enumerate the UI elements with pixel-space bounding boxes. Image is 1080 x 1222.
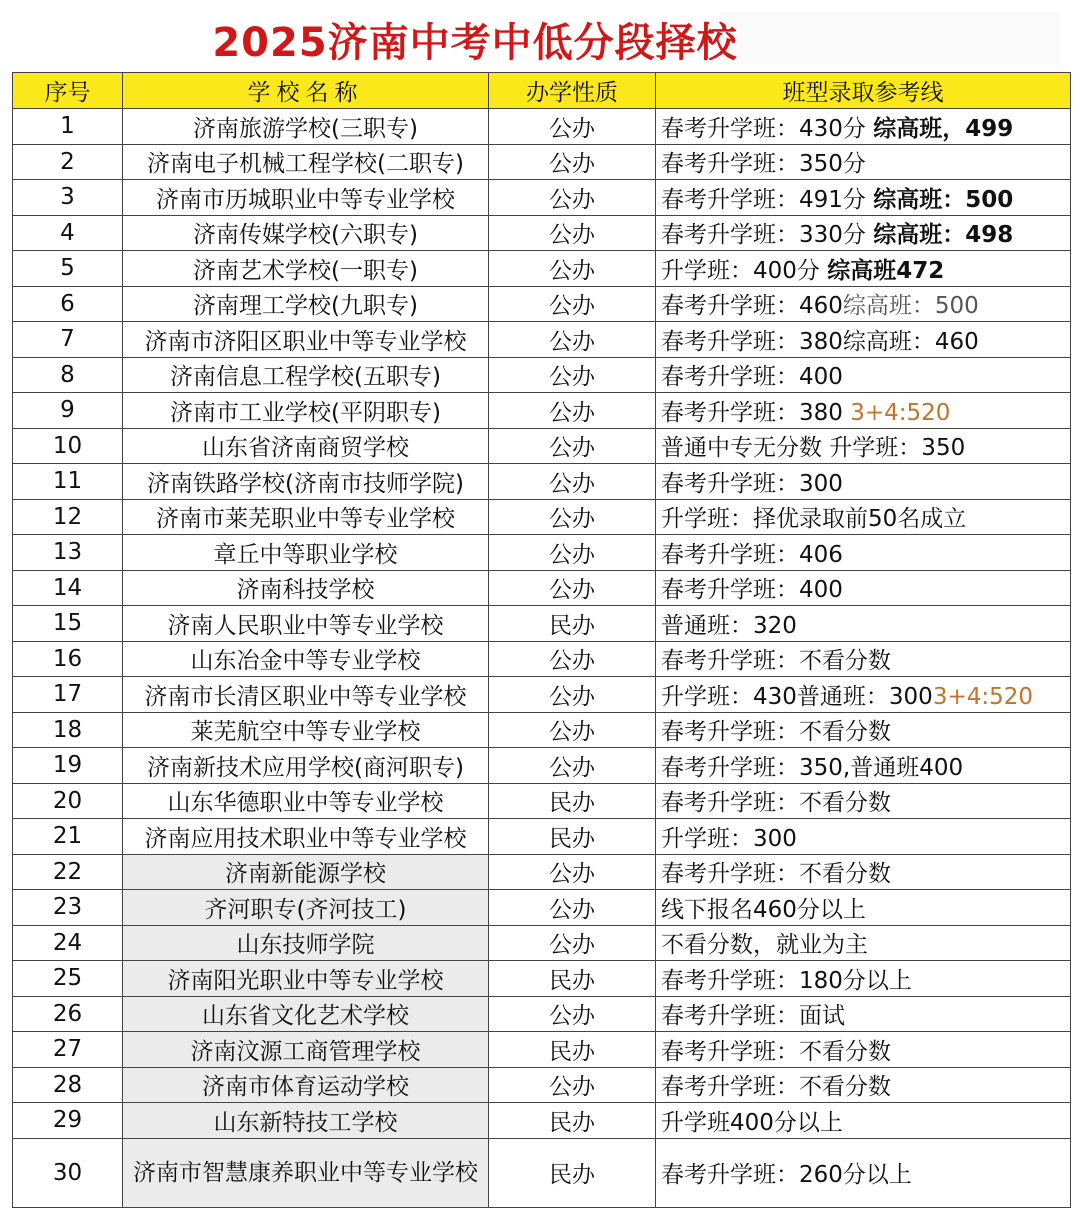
admission-line-text: 春考升学班：350分 bbox=[661, 151, 866, 178]
admission-line-text: 春考升学班：不看分数 bbox=[661, 1074, 891, 1101]
admission-line-extra: 综高班，499 bbox=[873, 115, 1014, 142]
school-name-text: 济南汶源工商管理学校 bbox=[190, 1038, 421, 1065]
table-row bbox=[13, 357, 1071, 393]
row-number bbox=[13, 464, 123, 500]
row-number-text: 3 bbox=[60, 184, 75, 211]
header-school: 学校名称 bbox=[123, 73, 489, 109]
table-row bbox=[13, 428, 1071, 464]
row-number-text: 12 bbox=[52, 503, 83, 530]
school-name bbox=[123, 783, 489, 819]
school-type-text: 公办 bbox=[549, 1074, 595, 1101]
table-row bbox=[13, 925, 1071, 961]
row-number-text: 24 bbox=[52, 929, 83, 956]
row-number bbox=[13, 286, 123, 322]
school-type bbox=[489, 215, 656, 251]
school-type-text: 公办 bbox=[549, 151, 595, 178]
school-type bbox=[489, 996, 656, 1032]
table-row bbox=[13, 819, 1071, 855]
admission-line-extra: 综高班：500 bbox=[873, 186, 1014, 213]
row-number bbox=[13, 109, 123, 145]
admission-line-text: 升学班：300 bbox=[661, 825, 797, 852]
admission-line bbox=[656, 215, 1071, 251]
row-number-text: 20 bbox=[52, 787, 83, 814]
school-type bbox=[489, 428, 656, 464]
school-name bbox=[123, 1067, 489, 1103]
school-name bbox=[123, 215, 489, 251]
school-name-text: 济南市历城职业中等专业学校 bbox=[156, 186, 455, 213]
school-name-text: 济南应用技术职业中等专业学校 bbox=[144, 825, 467, 852]
admission-line-text: 春考升学班：330分 bbox=[661, 222, 874, 249]
row-number-text: 28 bbox=[52, 1071, 83, 1098]
school-name-text: 山东技师学院 bbox=[236, 932, 375, 959]
admission-line bbox=[656, 1138, 1071, 1207]
admission-line-extra: 综高班472 bbox=[827, 257, 945, 284]
header-line: 班型录取参考线 bbox=[656, 73, 1071, 109]
admission-line-text: 升学班400分以上 bbox=[661, 1109, 843, 1136]
school-type-text: 公办 bbox=[549, 257, 595, 284]
school-name-text: 济南新技术应用学校(商河职专) bbox=[147, 754, 464, 781]
school-type bbox=[489, 1103, 656, 1139]
row-number-text: 19 bbox=[52, 752, 83, 779]
admission-line-text: 普通班：320 bbox=[661, 612, 797, 639]
header-no: 序号 bbox=[13, 73, 123, 109]
admission-line bbox=[656, 925, 1071, 961]
school-name-text: 济南传媒学校(六职专) bbox=[193, 222, 418, 249]
school-name bbox=[123, 961, 489, 997]
row-number-text: 13 bbox=[52, 539, 83, 566]
admission-line bbox=[656, 712, 1071, 748]
admission-line bbox=[656, 854, 1071, 890]
school-name bbox=[123, 251, 489, 287]
school-name-text: 济南科技学校 bbox=[236, 577, 375, 604]
admission-line-text: 春考升学班：400 bbox=[661, 577, 843, 604]
table-row bbox=[13, 890, 1071, 926]
school-name bbox=[123, 286, 489, 322]
row-number bbox=[13, 1138, 123, 1207]
admission-line bbox=[656, 748, 1071, 784]
admission-line-text: 春考升学班：不看分数 bbox=[661, 861, 891, 888]
table-row bbox=[13, 251, 1071, 287]
admission-line-extra: 综高班：498 bbox=[873, 222, 1014, 249]
table-row bbox=[13, 712, 1071, 748]
school-type-text: 公办 bbox=[549, 328, 595, 355]
school-type bbox=[489, 499, 656, 535]
admission-line-text: 春考升学班：180分以上 bbox=[661, 967, 912, 994]
table-row bbox=[13, 393, 1071, 429]
admission-line-text: 春考升学班：400 bbox=[661, 364, 843, 391]
row-number-text: 5 bbox=[60, 255, 75, 282]
admission-line-text: 春考升学班：不看分数 bbox=[661, 648, 891, 675]
admission-line bbox=[656, 322, 1071, 358]
table-row bbox=[13, 1032, 1071, 1068]
header-row bbox=[13, 73, 1071, 109]
school-type-text: 民办 bbox=[549, 1162, 595, 1188]
admission-line bbox=[656, 783, 1071, 819]
header-type: 办学性质 bbox=[489, 73, 656, 109]
row-number-text: 21 bbox=[52, 823, 83, 850]
admission-line-text: 春考升学班：460 bbox=[661, 293, 843, 320]
row-number bbox=[13, 535, 123, 571]
admission-line bbox=[656, 890, 1071, 926]
admission-line bbox=[656, 1032, 1071, 1068]
school-name bbox=[123, 1103, 489, 1139]
school-type bbox=[489, 890, 656, 926]
school-name-text: 济南市智慧康养职业中等专业学校 bbox=[133, 1159, 478, 1186]
school-name-text: 济南人民职业中等专业学校 bbox=[167, 612, 444, 639]
school-type bbox=[489, 393, 656, 429]
admission-line bbox=[656, 641, 1071, 677]
school-name bbox=[123, 109, 489, 145]
row-number-text: 11 bbox=[52, 468, 83, 495]
table-row bbox=[13, 215, 1071, 251]
table-row bbox=[13, 641, 1071, 677]
school-type-text: 公办 bbox=[549, 506, 595, 533]
school-type-text: 公办 bbox=[549, 896, 595, 923]
table-row bbox=[13, 286, 1071, 322]
admission-line bbox=[656, 1103, 1071, 1139]
admission-line bbox=[656, 570, 1071, 606]
row-number-text: 30 bbox=[52, 1159, 83, 1186]
row-number-text: 18 bbox=[52, 716, 83, 743]
admission-line bbox=[656, 180, 1071, 216]
admission-line-text: 升学班：400分 bbox=[661, 257, 828, 284]
row-number bbox=[13, 144, 123, 180]
school-type-text: 公办 bbox=[549, 222, 595, 249]
table-row bbox=[13, 606, 1071, 642]
school-type bbox=[489, 570, 656, 606]
school-name-text: 济南阳光职业中等专业学校 bbox=[167, 967, 444, 994]
school-name-text: 济南旅游学校(三职专) bbox=[193, 115, 418, 142]
school-name bbox=[123, 748, 489, 784]
school-type bbox=[489, 854, 656, 890]
admission-line-extra: 3+4:520 bbox=[932, 683, 1033, 710]
school-type-text: 公办 bbox=[549, 648, 595, 675]
school-type bbox=[489, 677, 656, 713]
table-row bbox=[13, 144, 1071, 180]
row-number bbox=[13, 499, 123, 535]
row-number bbox=[13, 996, 123, 1032]
school-name-text: 济南市莱芜职业中等专业学校 bbox=[156, 506, 455, 533]
admission-line-text: 春考升学班：380 bbox=[661, 399, 851, 426]
school-name bbox=[123, 819, 489, 855]
school-name-text: 济南艺术学校(一职专) bbox=[193, 257, 418, 284]
admission-line-text: 春考升学班：不看分数 bbox=[661, 1038, 891, 1065]
school-name bbox=[123, 1138, 489, 1207]
school-type bbox=[489, 606, 656, 642]
row-number-text: 14 bbox=[52, 574, 83, 601]
admission-line bbox=[656, 499, 1071, 535]
row-number-text: 7 bbox=[60, 326, 75, 353]
admission-line bbox=[656, 996, 1071, 1032]
admission-line-text: 春考升学班：380综高班：460 bbox=[661, 328, 979, 355]
school-type-text: 公办 bbox=[549, 932, 595, 959]
table-row bbox=[13, 570, 1071, 606]
school-name bbox=[123, 499, 489, 535]
school-name-text: 章丘中等职业学校 bbox=[213, 541, 398, 568]
school-name bbox=[123, 464, 489, 500]
school-type bbox=[489, 1032, 656, 1068]
page-title: 2025济南中考中低分段择校 bbox=[212, 20, 738, 66]
table-row bbox=[13, 961, 1071, 997]
admission-line bbox=[656, 286, 1071, 322]
school-type-text: 公办 bbox=[549, 541, 595, 568]
school-type-text: 公办 bbox=[549, 754, 595, 781]
row-number-text: 29 bbox=[52, 1107, 83, 1134]
school-type-text: 民办 bbox=[549, 967, 595, 994]
admission-line-text: 春考升学班：406 bbox=[661, 541, 843, 568]
school-table bbox=[12, 72, 1071, 1208]
admission-line bbox=[656, 428, 1071, 464]
row-number bbox=[13, 890, 123, 926]
school-name bbox=[123, 570, 489, 606]
school-name-text: 山东省文化艺术学校 bbox=[202, 1003, 409, 1030]
school-type-text: 公办 bbox=[549, 186, 595, 213]
row-number-text: 4 bbox=[60, 219, 75, 246]
school-name bbox=[123, 144, 489, 180]
school-name-text: 济南市济阳区职业中等专业学校 bbox=[144, 328, 467, 355]
admission-line-text: 春考升学班：面试 bbox=[661, 1003, 845, 1030]
school-type bbox=[489, 925, 656, 961]
table-row bbox=[13, 748, 1071, 784]
school-type bbox=[489, 251, 656, 287]
row-number bbox=[13, 854, 123, 890]
admission-line bbox=[656, 144, 1071, 180]
school-name bbox=[123, 322, 489, 358]
school-name-text: 济南铁路学校(济南市技师学院) bbox=[147, 470, 464, 497]
school-type-text: 民办 bbox=[549, 790, 595, 817]
row-number bbox=[13, 783, 123, 819]
school-name bbox=[123, 428, 489, 464]
school-name bbox=[123, 996, 489, 1032]
school-name-text: 济南理工学校(九职专) bbox=[193, 293, 418, 320]
school-name bbox=[123, 712, 489, 748]
school-type bbox=[489, 535, 656, 571]
admission-line-text: 普通中专无分数 升学班：350 bbox=[661, 435, 966, 462]
row-number bbox=[13, 819, 123, 855]
row-number-text: 10 bbox=[52, 432, 83, 459]
table-row bbox=[13, 499, 1071, 535]
admission-line bbox=[656, 606, 1071, 642]
admission-line-text: 春考升学班：300 bbox=[661, 470, 843, 497]
school-name-text: 山东新特技工学校 bbox=[213, 1109, 398, 1136]
table-row bbox=[13, 464, 1071, 500]
row-number bbox=[13, 925, 123, 961]
row-number bbox=[13, 748, 123, 784]
school-type bbox=[489, 180, 656, 216]
row-number-text: 9 bbox=[60, 397, 75, 424]
school-type-text: 公办 bbox=[549, 435, 595, 462]
row-number bbox=[13, 393, 123, 429]
school-name bbox=[123, 854, 489, 890]
school-name-text: 齐河职专(齐河技工) bbox=[204, 896, 407, 923]
admission-line-text: 线下报名460分以上 bbox=[661, 896, 866, 923]
admission-line-text: 春考升学班：491分 bbox=[661, 186, 874, 213]
school-type-text: 民办 bbox=[549, 1109, 595, 1136]
school-name-text: 山东省济南商贸学校 bbox=[202, 435, 409, 462]
school-type bbox=[489, 1138, 656, 1207]
admission-line bbox=[656, 109, 1071, 145]
school-name bbox=[123, 641, 489, 677]
school-name bbox=[123, 890, 489, 926]
school-name-text: 济南新能源学校 bbox=[225, 861, 386, 888]
admission-line bbox=[656, 961, 1071, 997]
table-row bbox=[13, 322, 1071, 358]
row-number-text: 1 bbox=[60, 113, 75, 140]
school-type-text: 民办 bbox=[549, 1038, 595, 1065]
row-number bbox=[13, 322, 123, 358]
school-name-text: 济南市工业学校(平阴职专) bbox=[170, 399, 441, 426]
school-name bbox=[123, 393, 489, 429]
school-name-text: 山东华德职业中等专业学校 bbox=[167, 790, 444, 817]
school-name bbox=[123, 677, 489, 713]
admission-line-text: 春考升学班：350,普通班400 bbox=[661, 754, 964, 781]
school-name-text: 山东冶金中等专业学校 bbox=[190, 648, 421, 675]
admission-line bbox=[656, 393, 1071, 429]
school-type-text: 公办 bbox=[549, 293, 595, 320]
school-type bbox=[489, 322, 656, 358]
school-type-text: 公办 bbox=[549, 115, 595, 142]
row-number-text: 22 bbox=[52, 858, 83, 885]
admission-line bbox=[656, 819, 1071, 855]
row-number bbox=[13, 180, 123, 216]
table-row bbox=[13, 1067, 1071, 1103]
school-type bbox=[489, 783, 656, 819]
school-name bbox=[123, 357, 489, 393]
school-type bbox=[489, 712, 656, 748]
school-type bbox=[489, 641, 656, 677]
school-name bbox=[123, 925, 489, 961]
school-name bbox=[123, 180, 489, 216]
school-name-text: 济南市长清区职业中等专业学校 bbox=[144, 683, 467, 710]
row-number bbox=[13, 961, 123, 997]
admission-line-text: 升学班：择优录取前50名成立 bbox=[661, 506, 967, 533]
school-type bbox=[489, 357, 656, 393]
table-row bbox=[13, 854, 1071, 890]
row-number-text: 23 bbox=[52, 894, 83, 921]
admission-line bbox=[656, 464, 1071, 500]
row-number-text: 17 bbox=[52, 681, 83, 708]
row-number bbox=[13, 677, 123, 713]
admission-line-text: 升学班：430普通班：300 bbox=[661, 683, 933, 710]
row-number bbox=[13, 251, 123, 287]
admission-line-extra: 综高班：500 bbox=[842, 293, 979, 320]
school-type-text: 公办 bbox=[549, 861, 595, 888]
school-name bbox=[123, 1032, 489, 1068]
table-body bbox=[13, 109, 1071, 1208]
row-number bbox=[13, 712, 123, 748]
row-number bbox=[13, 570, 123, 606]
school-type-text: 民办 bbox=[549, 825, 595, 852]
row-number-text: 6 bbox=[60, 290, 75, 317]
table-row bbox=[13, 1103, 1071, 1139]
row-number bbox=[13, 428, 123, 464]
school-type-text: 公办 bbox=[549, 364, 595, 391]
table-row bbox=[13, 783, 1071, 819]
row-number bbox=[13, 606, 123, 642]
table-row bbox=[13, 180, 1071, 216]
row-number-text: 15 bbox=[52, 610, 83, 637]
school-name bbox=[123, 535, 489, 571]
school-type-text: 公办 bbox=[549, 470, 595, 497]
row-number bbox=[13, 215, 123, 251]
school-type bbox=[489, 748, 656, 784]
row-number bbox=[13, 1103, 123, 1139]
admission-line-text: 不看分数，就业为主 bbox=[661, 932, 868, 959]
table-row bbox=[13, 109, 1071, 145]
row-number-text: 26 bbox=[52, 1000, 83, 1027]
admission-line bbox=[656, 677, 1071, 713]
school-type bbox=[489, 109, 656, 145]
row-number-text: 8 bbox=[60, 361, 75, 388]
school-type-text: 公办 bbox=[549, 399, 595, 426]
admission-line bbox=[656, 1067, 1071, 1103]
school-type bbox=[489, 286, 656, 322]
row-number-text: 16 bbox=[52, 645, 83, 672]
admission-line-text: 春考升学班：不看分数 bbox=[661, 790, 891, 817]
admission-line-text: 春考升学班：不看分数 bbox=[661, 719, 891, 746]
school-type-text: 公办 bbox=[549, 719, 595, 746]
school-type-text: 民办 bbox=[549, 612, 595, 639]
row-number bbox=[13, 641, 123, 677]
school-name-text: 莱芜航空中等专业学校 bbox=[190, 719, 421, 746]
admission-line-text: 春考升学班：430分 bbox=[661, 115, 874, 142]
school-type bbox=[489, 961, 656, 997]
school-name-text: 济南电子机械工程学校(二职专) bbox=[147, 151, 464, 178]
admission-line bbox=[656, 251, 1071, 287]
school-type bbox=[489, 464, 656, 500]
row-number-text: 27 bbox=[52, 1036, 83, 1063]
school-name-text: 济南信息工程学校(五职专) bbox=[170, 364, 441, 391]
admission-line-extra: 3+4:520 bbox=[850, 399, 951, 426]
table-row bbox=[13, 1138, 1071, 1207]
row-number bbox=[13, 357, 123, 393]
admission-line-text: 春考升学班：260分以上 bbox=[661, 1162, 912, 1188]
admission-line bbox=[656, 357, 1071, 393]
school-name bbox=[123, 606, 489, 642]
row-number bbox=[13, 1032, 123, 1068]
school-type bbox=[489, 144, 656, 180]
table-row bbox=[13, 535, 1071, 571]
school-type bbox=[489, 1067, 656, 1103]
school-type-text: 公办 bbox=[549, 683, 595, 710]
table-row bbox=[13, 996, 1071, 1032]
table-row bbox=[13, 677, 1071, 713]
school-type-text: 公办 bbox=[549, 1003, 595, 1030]
row-number-text: 25 bbox=[52, 965, 83, 992]
school-type bbox=[489, 819, 656, 855]
row-number-text: 2 bbox=[60, 148, 75, 175]
row-number bbox=[13, 1067, 123, 1103]
school-type-text: 公办 bbox=[549, 577, 595, 604]
admission-line bbox=[656, 535, 1071, 571]
school-name-text: 济南市体育运动学校 bbox=[202, 1074, 409, 1101]
